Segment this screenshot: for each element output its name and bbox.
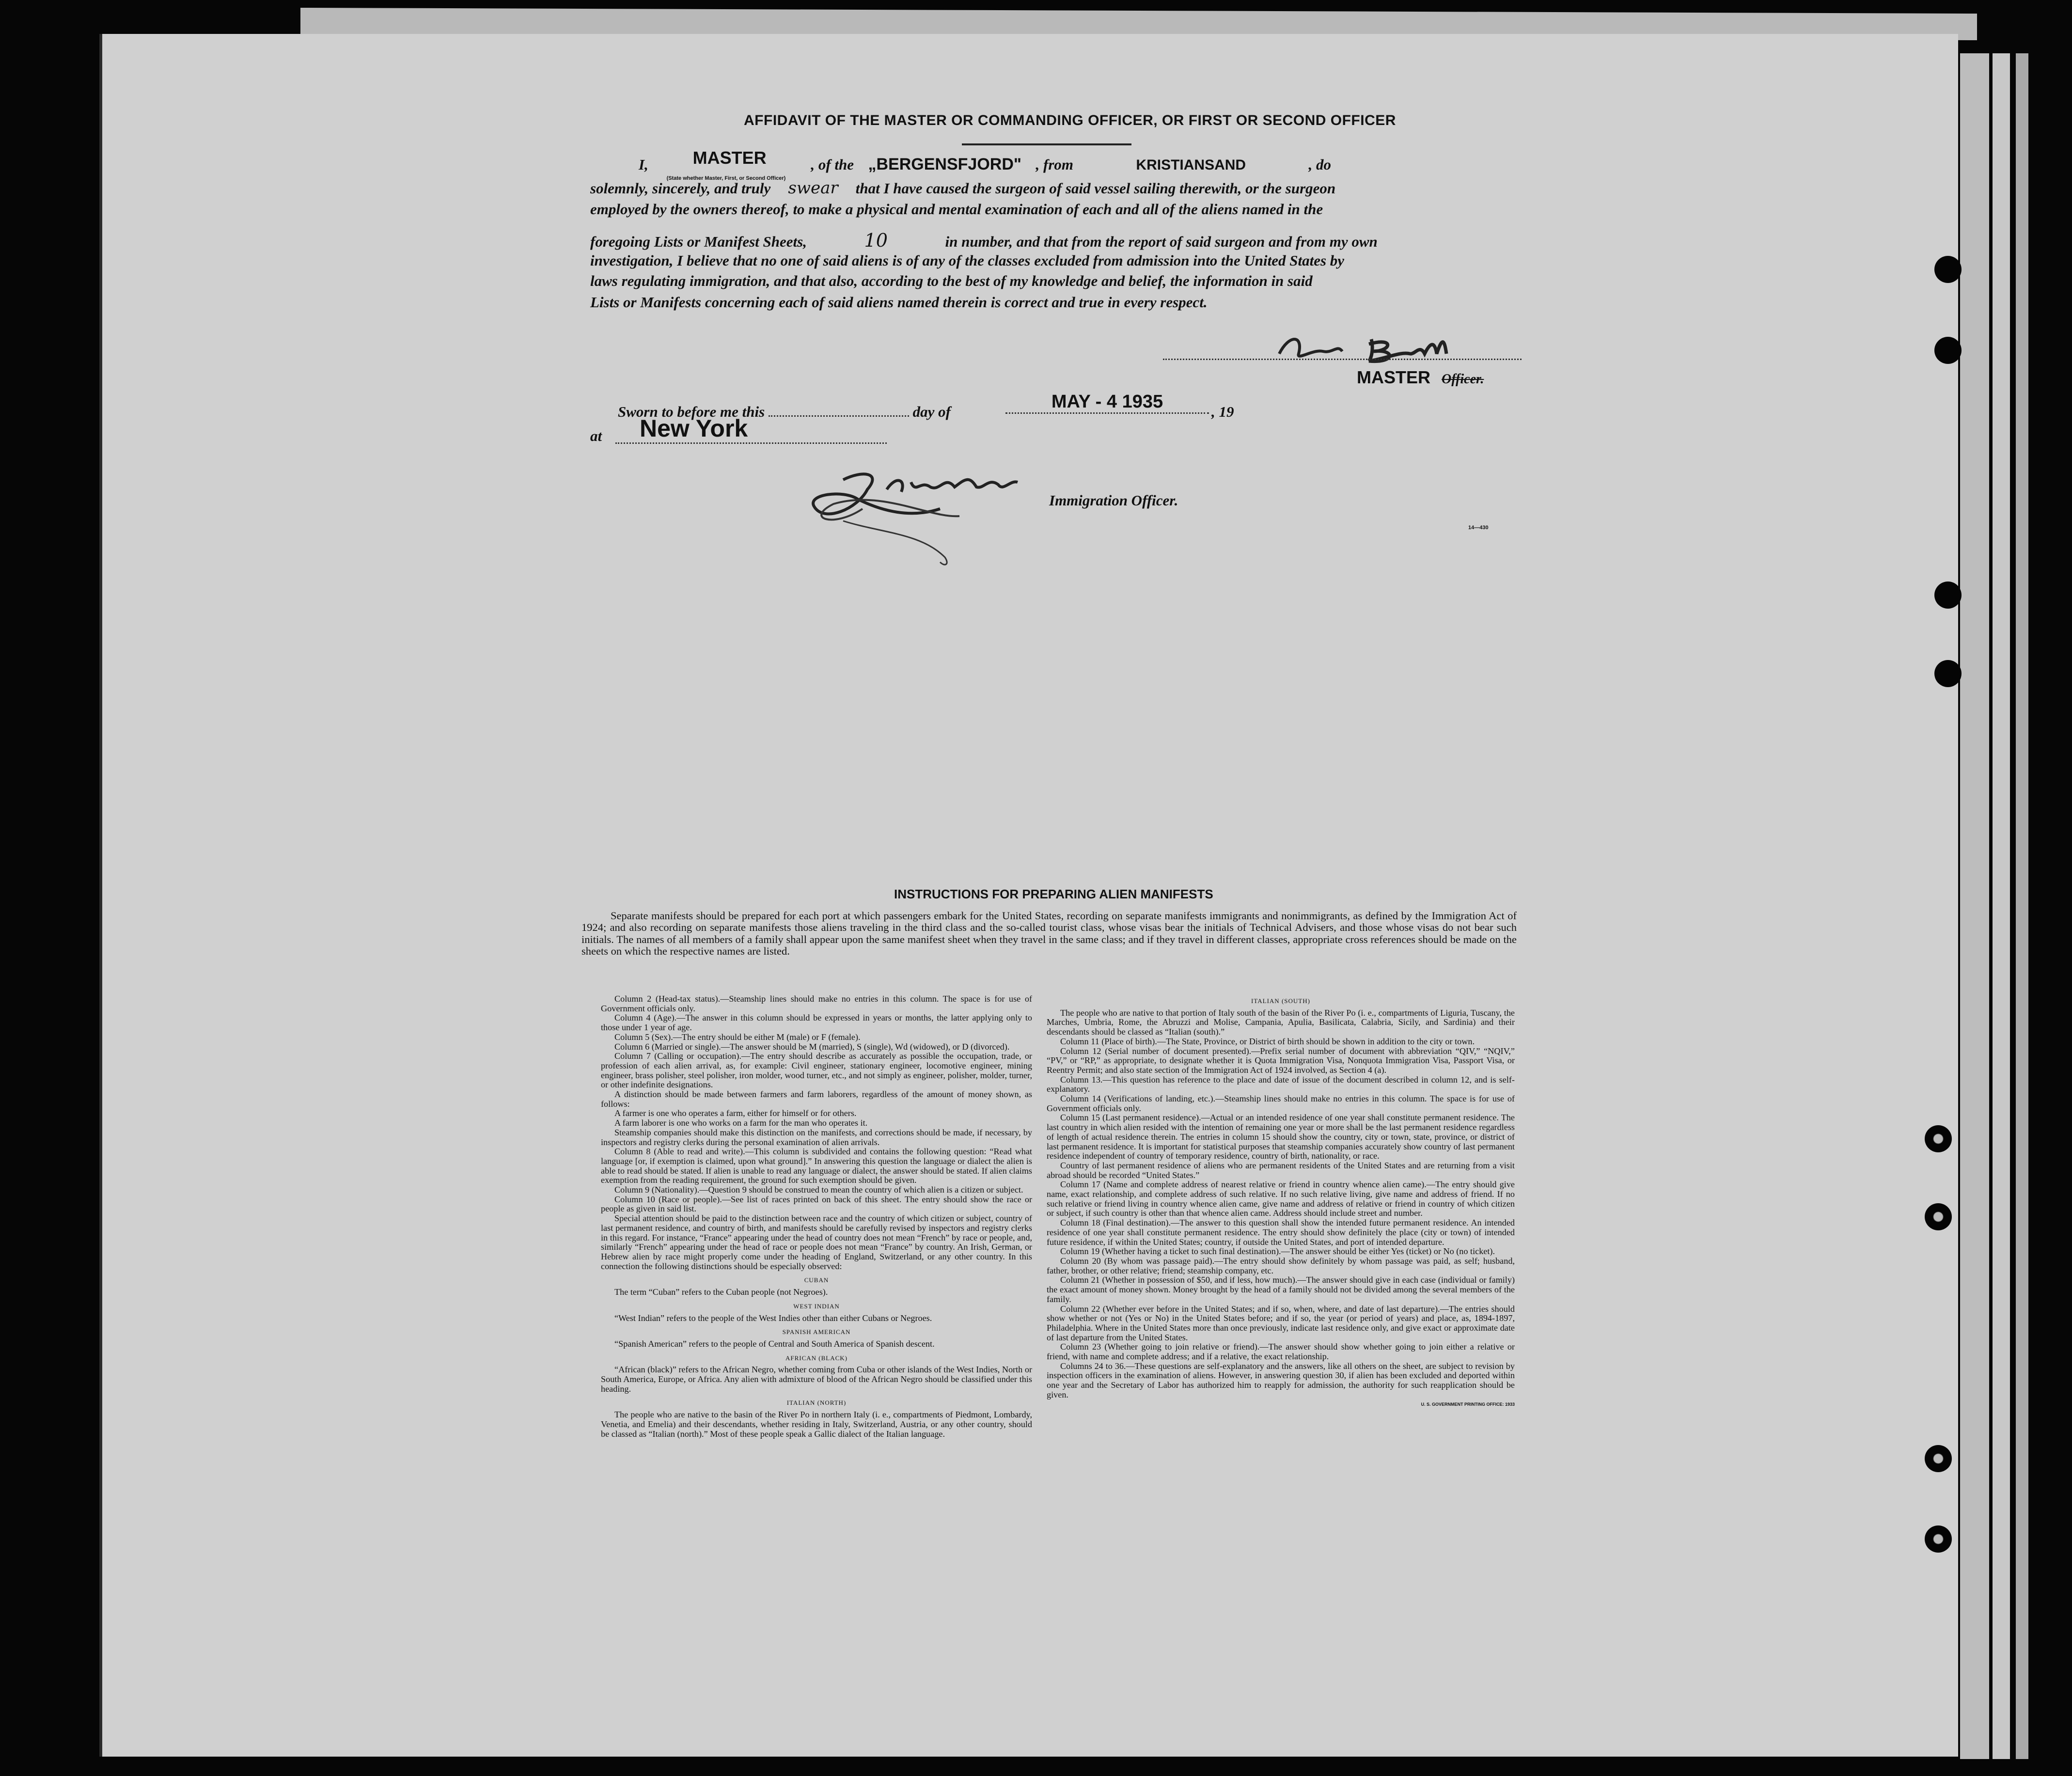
signer-title: MASTER <box>1357 367 1430 387</box>
sheet-right-edge <box>1960 53 1989 1759</box>
paragraph: Column 2 (Head-tax status).—Steamship lines should make no entries in this column. The space is for use of Government officials only. <box>601 994 1032 1013</box>
paragraph: A farmer is one who operates a farm, either for himself or for others. <box>614 1108 857 1118</box>
paragraph: Column 5 (Sex).—The entry should be either M (male) or F (female). <box>614 1032 861 1042</box>
instructions-intro: Separate manifests should be prepared for each port at which passengers embark for the United States, recording on separate manifests immigrants and nonimmigrants, as defined by the Immigration Act of 1924; and also recording on separate manifests those aliens traveling in the third class and the so-called tourist class, whose visas bear the initials of Technical Advisers, and those whose visas do not bear such initials. The names of all members of a family shall appear upon the same manifest sheet when they travel in the same class; and if they travel in different classes, appropriate cross references should be made on the sheets on which the respective names are listed. <box>581 910 1517 957</box>
officer-rank: MASTER <box>692 148 767 168</box>
affidavit-text-7: Lists or Manifests concerning each of said aliens named therein is correct and true in every respect. <box>590 294 1208 311</box>
paragraph: Columns 24 to 36.—These questions are self-explanatory and the answers, like all others on the sheet, are subject to revision by inspection officers in the examination of aliens. However, in answering question 30, if alien has been excluded and deported within one year and the Secretary of Labor has authorized him to reapply for admission, the authority for such reapplication should be given. <box>1047 1361 1515 1399</box>
affidavit-text-2: employed by the owners thereof, to make a physical and mental examination of each and all of the aliens named in the <box>590 201 1323 218</box>
oath-word: swear <box>788 178 838 198</box>
paragraph: Column 4 (Age).—The answer in this column should be expressed in years or months, the latter applying only to those under 1 year of age. <box>601 1013 1032 1033</box>
paragraph: Column 21 (Whether in possession of $50, and if less, how much).—The answer should give in each case (individual or family) the exact amount of money shown. Money brought by the head of a family should not be divided among the several members of the family. <box>1047 1275 1515 1304</box>
paragraph: “Spanish American” refers to the people of Central and South America of Spanish descent. <box>614 1338 935 1349</box>
paragraph: Column 9 (Nationality).—Question 9 should be construed to mean the country of which alien is a citizen or subject. <box>614 1185 1023 1195</box>
punch-hole <box>1925 1525 1952 1553</box>
paragraph: Column 19 (Whether having a ticket to such final destination).—The answer should be either Yes (ticket) or No (no ticket). <box>1060 1246 1495 1257</box>
affidavit-text-4: in number, and that from the report of said surgeon and from my own <box>945 233 1378 250</box>
section-heading: CUBAN <box>804 1276 829 1284</box>
affidavit-line-7 <box>590 293 1521 312</box>
sworn-text: Sworn to before me this <box>618 403 765 420</box>
w-from: , from <box>1036 156 1074 173</box>
affidavit-line-4 <box>590 231 1521 251</box>
affidavit-line-1 <box>590 148 1521 181</box>
paragraph: The people who are native to that portion of Italy south of the basin of the River Po (i. e., compartments of Liguria, Tuscany, the Marches, Umbria, Rome, the Abruzzi and Molise, Campania, Apulia, Basilicata, Calabria, Sicily, and Sardinia) and their descendants should be classed as “Italian (south).” <box>1047 1007 1515 1037</box>
w-do: , do <box>1308 156 1332 173</box>
master-signature <box>1270 330 1502 368</box>
paragraph: Column 22 (Whether ever before in the United States; and if so, when, where, and date of last departure).—The entries should show whether or not (Yes or No) in the United States before; and if so, the year (or period of years) and place, as, 1894-1897, Philadelphia. Where in the United States more than once previously, indicate last residence only, and give exact or approximate date of last departure from the United States. <box>1047 1304 1515 1342</box>
punch-hole <box>1925 1203 1952 1230</box>
affidavit-text-6: laws regulating immigration, and that also, according to the best of my knowledge and belief, the information in said <box>590 272 1313 289</box>
paragraph: Column 13.—This question has reference to the place and date of issue of the document described in column 12, and is self-explanatory. <box>1047 1074 1515 1094</box>
paragraph: Column 14 (Verifications of landing, etc.).—Steamship lines should make no entries in this column. The space is for use of Government officials only. <box>1047 1094 1515 1113</box>
instructions-title: INSTRUCTIONS FOR PREPARING ALIEN MANIFESTS <box>894 887 1213 901</box>
sheet-right-edge <box>2016 53 2028 1759</box>
paragraph: Column 15 (Last permanent residence).—Actual or an intended residence of one year shall constitute permanent residence. The last country in which alien resided with the intention of remaining one year or more shall be the last permanent residence regardless of length of actual residence therein. The entries in column 15 should show the country, city or town, state, province, or district of last permanent residence. It is important for statistical purposes that steamship companies accurately show country of last permanent residence independent of country of temporary residence, country of birth, nationality, or race. <box>1047 1113 1515 1161</box>
departure-port: KRISTIANSAND <box>1136 157 1246 173</box>
paragraph: Steamship companies should make this distinction on the manifests, and corrections should be made, if necessary, by inspectors and registry clerks during the personal examination of alien arrivals. <box>601 1127 1032 1147</box>
paragraph: Column 23 (Whether going to join relative or friend).—The answer should show whether going to join either a relative or friend, with name and complete address; and if a relative, the exact relationship. <box>1047 1342 1515 1362</box>
at-word: at <box>590 427 602 444</box>
punch-hole <box>1934 582 1962 609</box>
affidavit-line-6 <box>590 271 1521 291</box>
title-rule <box>962 143 1131 145</box>
form-number: 14—430 <box>1468 525 1489 531</box>
immigration-officer-signature <box>785 460 1124 572</box>
affidavit-line-3 <box>590 200 1521 219</box>
section-heading: ITALIAN (SOUTH) <box>1251 997 1310 1005</box>
punch-hole <box>1925 1445 1952 1472</box>
section-heading: WEST INDIAN <box>793 1302 840 1310</box>
paragraph: Column 7 (Calling or occupation).—The entry should describe as accurately as possible the occupation, trade, or profession of each alien arrival, as, for example: Civil engineer, stationary engineer, locomotive engineer, mining engineer, brass polisher, steel polisher, iron molder, wood turner, etc., and not simply as engineer, polisher, molder, turner, or other indefinite designations. <box>601 1051 1032 1090</box>
year-prefix: , 19 <box>1211 403 1234 420</box>
paragraph: Column 20 (By whom was passage paid).—The entry should show definitely by whom passage was paid, as self; husband, father, brother, or other relative; friend; steamship company, etc. <box>1047 1256 1515 1275</box>
paragraph: “West Indian” refers to the people of the West Indies other than either Cubans or Negroes. <box>614 1313 932 1323</box>
paragraph: Special attention should be paid to the distinction between race and the country of which citizen or subject, country of last permanent residence, and country of birth, and manifests should be carefully revised by inspectors and registry clerks in this regard. For instance, “France” appearing under the head of country does not mean “French” by race or people, and, similarly “French” appearing under the head of race or people does not mean “France” by country. An Irish, German, or Hebrew alien by race might properly come under the heading of England, Switzerland, or any other country. In this connection the following distinctions should be especially observed: <box>601 1213 1032 1271</box>
sworn-place-field <box>615 414 887 444</box>
affidavit-title: AFFIDAVIT OF THE MASTER OR COMMANDING OFFICER, OR FIRST OR SECOND OFFICER <box>744 112 1396 128</box>
w-i: I, <box>639 156 648 173</box>
rank-note: (State whether Master, First, or Second Officer) <box>666 175 786 181</box>
paragraph: The people who are native to the basin of the River Po in northern Italy (i. e., compartments of Piedmont, Lombardy, Venetia, and Emelia) and their descendants, whether residing in Italy, Switzerland, Austria, or any other country, should be classed as “Italian (north).” Most of these people speak a Gallic dialect of the Italian language. <box>601 1410 1032 1439</box>
punch-hole <box>1934 256 1962 283</box>
signature-line <box>1163 359 1522 360</box>
affidavit-text-5: investigation, I believe that no one of said aliens is of any of the classes excluded from admission into the United States by <box>590 252 1345 269</box>
affidavit-line-5 <box>590 251 1521 270</box>
w-of-the: , of the <box>811 156 854 173</box>
paragraph: Column 17 (Name and complete address of nearest relative or friend in country whence alien came).—The entry should give name, exact relationship, and complete address of such relative. If no such relative living, give name and address of friend. If no such relative or friend living in country whence alien came, give name and address of relative or friend in country of which citizen or subject, if such country is other than that whence alien came. Address should include street and number. <box>1047 1179 1515 1218</box>
instructions-right-column <box>1047 994 1515 1409</box>
struck-word: Officer. <box>1442 372 1484 387</box>
sheet-right-edge <box>1993 53 2010 1759</box>
w-solemnly: solemnly, sincerely, and truly <box>590 180 771 197</box>
paragraph: The term “Cuban” refers to the Cuban people (not Negroes). <box>614 1287 828 1297</box>
affidavit-line-2 <box>590 178 1521 198</box>
punch-hole <box>1934 337 1962 364</box>
paragraph: A distinction should be made between farmers and farm laborers, regardless of the amount of money shown, as follows: <box>601 1089 1032 1109</box>
paragraph: A farm laborer is one who works on a farm for the man who operates it. <box>614 1118 868 1128</box>
punch-hole <box>1934 660 1962 687</box>
ship-name: „BERGENSFJORD" <box>868 155 1022 173</box>
paragraph: Column 6 (Married or single).—The answer should be M (married), S (single), Wd (widowed), or D (divorced). <box>614 1041 1010 1052</box>
sworn-date: MAY - 4 1935 <box>1051 392 1163 412</box>
paragraph: Column 10 (Race or people).—See list of races printed on back of this sheet. The entry should show the race or people as given in said list. <box>601 1194 1032 1214</box>
section-heading: ITALIAN (NORTH) <box>786 1399 847 1407</box>
immigration-officer-label: Immigration Officer. <box>1049 492 1178 509</box>
affidavit-text-3: foregoing Lists or Manifest Sheets, <box>590 233 807 250</box>
punch-hole <box>1925 1125 1952 1152</box>
paragraph: “African (black)” refers to the African Negro, whether coming from Cuba or other islands of the West Indies, North or South America, Europe, or Africa. Any alien with admixture of blood of the African Negro should be classified under this heading. <box>601 1365 1032 1394</box>
day-of: day of <box>912 403 951 420</box>
sworn-date-field <box>1005 392 1209 414</box>
paragraph: Country of last permanent residence of aliens who are permanent residents of the United States and are returning from a visit abroad should be recorded “United States.” <box>1047 1160 1515 1180</box>
paragraph: Column 11 (Place of birth).—The State, Province, or District of birth should be shown in addition to the city or town. <box>1060 1036 1475 1046</box>
section-heading: AFRICAN (BLACK) <box>785 1354 848 1362</box>
printer-imprint: U. S. GOVERNMENT PRINTING OFFICE: 1933 <box>1421 1401 1515 1407</box>
officer-rank-field <box>652 148 807 181</box>
paragraph: Column 12 (Serial number of document presented).—Prefix serial number of document with abbreviation “QIV,” “NQIV,” “PV,” or “RP,” as appropriate, to designate whether it is Quota Immigration Visa, Nonquota Immigration Visa, Passport Visa, or Reentry Permit; and also state section of the Immigration Act of 1924 involved, as Section 4 (a). <box>1047 1046 1515 1075</box>
paragraph: Column 8 (Able to read and write).—This column is subdivided and contains the following question: “Read what language [or, if exemption is claimed, upon what ground].” In answering this question the language or dialect the alien is able to read should be stated. If alien is unable to read any language or dialect, the answer should be stated. If alien claims exemption from the reading requirement, the ground for such exemption should be given. <box>601 1147 1032 1185</box>
section-heading: SPANISH AMERICAN <box>782 1328 851 1336</box>
affidavit-text-1: that I have caused the surgeon of said vessel sailing therewith, or the surgeon <box>855 180 1336 197</box>
sheet-count: 10 <box>864 230 888 251</box>
instructions-left-column <box>601 994 1032 1439</box>
sworn-place: New York <box>640 415 748 442</box>
signature-title <box>1357 367 1484 388</box>
paragraph: Column 18 (Final destination).—The answer to this question shall show the intended future permanent residence. An intended residence of one year shall constitute permanent residence. The entry should show definitely the place (city or town) of intended future residence, if within the United States; country, if outside the United States, and port of intended departure. <box>1047 1218 1515 1247</box>
